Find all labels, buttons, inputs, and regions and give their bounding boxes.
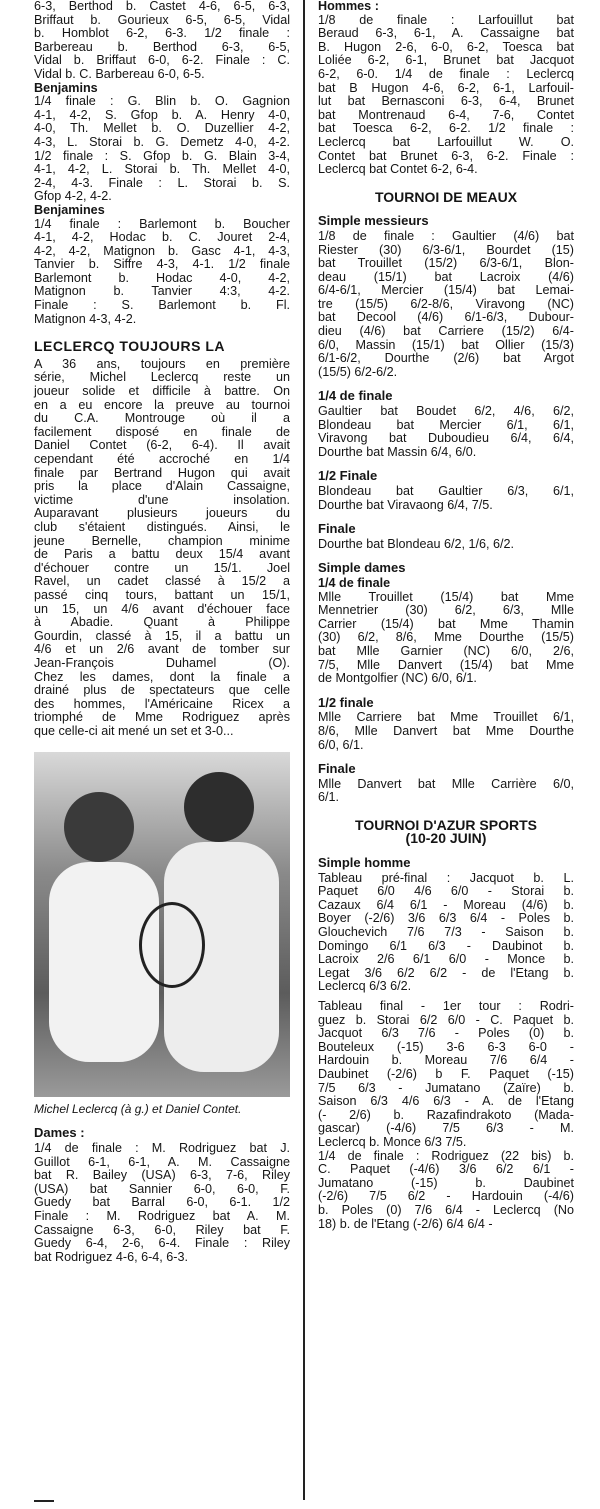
text-line: Saison 6/3 4/6 6/3 - A. de l'Etang	[318, 1094, 574, 1109]
text-line: 1/2 finale : S. Gfop b. G. Blain 3-4,	[34, 148, 290, 163]
text-line: de Montgolfier (NC) 6/0, 6/1.	[318, 671, 477, 686]
azur-dates: (10-20 JUIN)	[405, 830, 487, 847]
text-line: victime d'une insolation.	[34, 492, 290, 507]
meaux-dames-final-results	[318, 778, 574, 805]
text-line: 6-2, 6-0. 1/4 de finale : Leclercq	[318, 66, 574, 81]
text-line: (USA) bat Sannier 6-0, 6-0, F.	[34, 1181, 290, 1196]
text-line: Blondeau bat Mercier 6/1, 6/1,	[318, 417, 574, 432]
text-line: Vidal b. Briffaut 6-0, 6-2. Finale : C.	[34, 53, 290, 68]
text-line: Daniel Contet (6-2, 6-4). Il avait	[34, 438, 290, 453]
dames-results	[34, 1142, 290, 1264]
hommes-heading: Hommes :	[318, 0, 379, 13]
hommes-results	[318, 14, 574, 177]
text-line: 6/1.	[318, 790, 340, 805]
results-continued	[34, 0, 290, 82]
text-line: Paquet 6/0 4/6 6/0 - Storai b.	[318, 884, 574, 899]
photo-figure-head-left	[64, 792, 134, 862]
meaux-qf-results	[318, 405, 574, 459]
right-column	[318, 0, 574, 1231]
text-line: Bouteleux (-15) 3-6 6-3 6-0 -	[318, 1039, 574, 1054]
photo-caption: Michel Leclercq (à g.) et Daniel Contet.	[34, 1102, 242, 1117]
text-line: (-2/6) 7/5 6/2 - Hardouin (-4/6)	[318, 1189, 574, 1204]
text-line: Barlemont b. Hodac 4-0, 4-2,	[34, 270, 290, 285]
text-line: 4-2, 4-2, Matignon b. Gasc 4-1, 4-3,	[34, 243, 290, 258]
text-line: Guillot 6-1, 6-1, A. M. Cassaigne	[34, 1154, 290, 1169]
text-line: bat Trouillet (15/2) 6/3-6/1, Blon-	[318, 256, 574, 271]
text-line: Dourthe bat Viravaong 6/4, 7/5.	[318, 497, 493, 512]
text-line: cependant été accroché en 1/4	[34, 452, 290, 466]
text-line: facilement disposé en finale de	[34, 424, 290, 439]
text-line: Domingo 6/1 6/3 - Daubinot b.	[318, 938, 574, 953]
text-line: 4/6 et un 2/6 avant de tomber sur	[34, 642, 290, 657]
text-line: pris la place d'Alain Cassaigne,	[34, 479, 290, 494]
text-line: 7/5 6/3 - Jumatano (Zaïre) b.	[318, 1080, 574, 1095]
dames-heading: Dames :	[34, 1125, 85, 1141]
text-line: Viravong bat Duboudieu 6/4, 6/4,	[318, 431, 574, 446]
text-line: Riester (30) 6/3-6/1, Bourdet (15)	[318, 242, 574, 257]
text-line: Mennetrier (30) 6/2, 6/3, Mlle	[318, 603, 574, 618]
text-line: 1/4 finale : Barlemont b. Boucher	[34, 216, 290, 231]
text-line: 7/5, Mlle Danvert (15/4) bat Mme	[318, 657, 574, 672]
text-line: Leclercq b. Monce 6/3 7/5.	[318, 1134, 467, 1149]
azur-prefinal-results	[318, 872, 574, 994]
text-line: deau (15/1) bat Lacroix (4/6)	[318, 269, 574, 284]
meaux-messieurs-heading: Simple messieurs	[318, 213, 429, 229]
text-line: 4-0, Th. Mellet b. O. Duzellier 4-2,	[34, 121, 290, 136]
text-line: bat Montrenaud 6-4, 7-6, Contet	[318, 107, 574, 122]
text-line: C. Paquet (-4/6) 3/6 6/2 6/1 -	[318, 1162, 574, 1177]
text-line: dieu (4/6) bat Carriere (15/2) 6/4-	[318, 324, 574, 339]
text-line: à Abadie. Quant à Philippe	[34, 615, 290, 630]
photo-leclercq-contet	[34, 752, 290, 1097]
text-line: 6-3, Berthod b. Castet 4-6, 6-5, 6-3,	[34, 0, 290, 13]
text-line: 6/4-6/1, Mercier (15/4) bat Lemai-	[318, 283, 574, 298]
text-line: Tableau final - 1er tour : Rodri-	[318, 999, 574, 1013]
meaux-dames-qf-heading: 1/4 de finale	[318, 575, 391, 590]
text-line: Auparavant plusieurs joueurs du	[34, 506, 290, 521]
text-line: Mlle Carriere bat Mme Trouillet 6/1,	[318, 710, 574, 725]
text-line: Lacroix 2/6 6/1 6/0 - Monce b.	[318, 952, 574, 967]
text-line: 4-3, L. Storai b. G. Demetz 4-0, 4-2.	[34, 134, 290, 149]
text-line: 1/4 de finale : Rodriguez (22 bis) b.	[318, 1148, 574, 1163]
azur-title: TOURNOI D'AZUR SPORTS	[355, 816, 537, 833]
meaux-messieurs-results	[318, 230, 574, 380]
meaux-title: TOURNOI DE MEAUX	[374, 188, 518, 205]
text-line: bat B Hugon 4-6, 6-2, 6-1, Larfouil-	[318, 80, 574, 95]
meaux-dames-heading: Simple dames	[318, 560, 406, 576]
text-line: Chez les dames, dont la finale a	[34, 669, 290, 684]
text-line: 18) b. de l'Etang (-2/6) 6/4 6/4 -	[318, 1216, 493, 1231]
text-line: Jumatano (-15) b. Daubinet	[318, 1175, 574, 1190]
text-line: gascar) (-4/6) 7/5 6/3 - M.	[318, 1121, 574, 1136]
benjamins-heading: Benjamins	[34, 80, 98, 95]
benjamines-results	[34, 218, 290, 327]
benjamins-results	[34, 95, 290, 204]
text-line: série, Michel Leclercq reste un	[34, 370, 290, 385]
text-line: 6/1-6/2, Dourthe (2/6) bat Argot	[318, 351, 574, 366]
text-line: Leclercq bat Larfouillut W. O.	[318, 134, 574, 149]
text-line: 6/0, Massin (15/1) bat Ollier (15/3)	[318, 337, 574, 352]
text-line: de Paris a battu deux 15/4 avant	[34, 547, 290, 562]
text-line: Finale : S. Barlemont b. Fl.	[34, 298, 290, 313]
meaux-dames-final-heading: Finale	[318, 761, 356, 777]
text-line: bat R. Bailey (USA) 6-3, 7-6, Riley	[34, 1168, 290, 1183]
text-line: Leclercq 6/3 6/2.	[318, 979, 412, 994]
text-line: 4-1, 4-2, L. Storai b. Th. Mellet 4-0,	[34, 162, 290, 177]
text-line: bat Toesca 6-2, 6-2. 1/2 finale :	[318, 121, 574, 136]
azur-qf-results	[318, 1150, 574, 1232]
text-line: Gfop 4-2, 4-2.	[34, 189, 112, 204]
text-line: que celle-ci ait mené un set et 3-0...	[34, 723, 234, 738]
meaux-sf-heading: 1/2 Finale	[318, 468, 378, 484]
text-line: (- 2/6) b. Razafindrakoto (Mada-	[318, 1107, 574, 1122]
text-line: bat Decool (4/6) 6/1-6/3, Dubour-	[318, 310, 574, 325]
text-line: Guedy bat Barral 6-0, 6-1. 1/2	[34, 1195, 290, 1210]
azur-homme-heading: Simple homme	[318, 855, 411, 871]
text-line: Matignon 4-3, 4-2.	[34, 311, 137, 326]
text-line: Glouchevich 7/6 7/3 - Saison b.	[318, 925, 574, 940]
text-line: Cassaigne 6-3, 6-0, Riley bat F.	[34, 1222, 290, 1237]
text-line: 4-1, 4-2, Hodac b. C. Jouret 2-4,	[34, 230, 290, 245]
text-line: Cazaux 6/4 6/1 - Moreau (4/6) b.	[318, 897, 574, 912]
text-line: Jacquot 6/3 7/6 - Poles (0) b.	[318, 1026, 574, 1041]
racket-icon	[139, 902, 205, 988]
text-line: 1/4 de finale : M. Rodriguez bat J.	[34, 1141, 290, 1156]
text-line: 4-1, 4-2, S. Gfop b. A. Henry 4-0,	[34, 107, 290, 122]
text-line: du C.A. Montrouge où il a	[34, 411, 290, 426]
text-line: 8/6, Mlle Danvert bat Mme Dourthe	[318, 723, 574, 738]
text-line: 1/8 de finale : Gaultier (4/6) bat	[318, 228, 574, 243]
text-line: jeune Bernelle, champion minime	[34, 533, 290, 548]
text-line: Gaultier bat Boudet 6/2, 4/6, 6/2,	[318, 404, 574, 419]
text-line: Mlle Danvert bat Mlle Carrière 6/0,	[318, 776, 574, 791]
photo-figure-head-right	[184, 772, 254, 842]
text-line: A 36 ans, toujours en première	[34, 356, 290, 371]
text-line: Finale : M. Rodriguez bat A. M.	[34, 1209, 290, 1224]
text-line: des hommes, l'Américaine Ricex a	[34, 696, 290, 711]
meaux-dames-sf-heading: 1/2 finale	[318, 694, 374, 710]
text-line: finale par Bertrand Hugon qui avait	[34, 465, 290, 480]
text-line: Tableau pré-final : Jacquot b. L.	[318, 870, 574, 885]
text-line: Legat 3/6 6/2 6/2 - de l'Etang b.	[318, 965, 574, 980]
text-line: Hardouin b. Moreau 7/6 6/4 -	[318, 1053, 574, 1068]
text-line: lut bat Bernasconi 6-3, 6-4, Brunet	[318, 94, 574, 109]
text-line: Matignon b. Tanvier 4:3, 4-2.	[34, 284, 290, 299]
article-body	[34, 358, 290, 739]
meaux-dames-sf-results	[318, 711, 574, 752]
text-line: Vidal b. C. Barbereau 6-0, 6-5.	[34, 66, 205, 81]
text-line: B. Hugon 2-6, 6-0, 6-2, Toesca bat	[318, 39, 574, 54]
benjamines-heading: Benjamines	[34, 202, 105, 217]
text-line: Gourdin, classé à 15, il a battu un	[34, 628, 290, 643]
text-line: 1/4 finale : G. Blin b. O. Gagnion	[34, 94, 290, 109]
page-footer-mark	[34, 1500, 54, 1502]
text-line: bat Mlle Garnier (NC) 6/0, 2/6,	[318, 643, 574, 658]
text-line: b. Homblot 6-2, 6-3. 1/2 finale :	[34, 26, 290, 41]
text-line: club s'étaient distingués. Ainsi, le	[34, 519, 290, 534]
text-line: drainé plus de spectateurs que celle	[34, 683, 290, 698]
text-line: b. Poles (0) 7/6 6/4 - Leclercq (No	[318, 1202, 574, 1217]
text-line: (15/5) 6/2-6/2.	[318, 364, 398, 379]
text-line: d'échouer contre un 15/1. Joel	[34, 560, 290, 575]
text-line: joueur solide et difficile à battre. On	[34, 384, 290, 399]
text-line: 2-4, 4-3. Finale : L. Storai b. S.	[34, 175, 290, 190]
text-line: un 15, un 4/6 avant d'échouer face	[34, 601, 290, 616]
meaux-final-heading: Finale	[318, 521, 356, 537]
text-line: Dourthe bat Blondeau 6/2, 1/6, 6/2.	[318, 536, 515, 551]
meaux-sf-results	[318, 485, 574, 512]
meaux-qf-heading: 1/4 de finale	[318, 388, 393, 404]
text-line: Ravel, un cadet classé à 15/2 a	[34, 574, 290, 589]
text-line: Boyer (-2/6) 3/6 6/3 6/4 - Poles b.	[318, 911, 574, 926]
column-divider	[303, 0, 305, 1500]
azur-final-results	[318, 1000, 574, 1150]
meaux-dames-qf-results	[318, 591, 574, 686]
text-line: tre (15/5) 6/2-8/6, Viravong (NC)	[318, 296, 574, 311]
text-line: guez b. Storai 6/2 6/0 - C. Paquet b.	[318, 1012, 574, 1027]
text-line: 6/0, 6/1.	[318, 737, 364, 752]
text-line: (30) 6/2, 8/6, Mme Dourthe (15/5)	[318, 630, 574, 645]
text-line: Dourthe bat Massin 6/4, 6/0.	[318, 444, 477, 459]
text-line: Carrier (15/4) bat Mme Thamin	[318, 616, 574, 631]
text-line: Leclercq bat Contet 6-2, 6-4.	[318, 162, 478, 177]
left-column	[34, 0, 290, 1264]
text-line: Loliée 6-2, 6-1, Brunet bat Jacquot	[318, 53, 574, 68]
article-title: LECLERCQ TOUJOURS LA	[34, 338, 225, 355]
text-line: Briffaut b. Gourieux 6-5, 6-5, Vidal	[34, 12, 290, 27]
text-line: Blondeau bat Gaultier 6/3, 6/1,	[318, 484, 574, 498]
text-line: Contet bat Brunet 6-3, 6-2. Finale :	[318, 148, 574, 163]
text-line: Jean-François Duhamel (O).	[34, 655, 290, 670]
text-line: Daubinet (-2/6) b F. Paquet (-15)	[318, 1066, 574, 1081]
text-line: en a eu encore la preuve au tournoi	[34, 397, 290, 412]
text-line: Beraud 6-3, 6-1, A. Cassaigne bat	[318, 26, 574, 41]
text-line: Mlle Trouillet (15/4) bat Mme	[318, 589, 574, 604]
text-line: bat Rodriguez 4-6, 6-4, 6-3.	[34, 1249, 189, 1264]
text-line: 1/8 de finale : Larfouillut bat	[318, 12, 574, 27]
text-line: passé cinq tours, battant un 15/1,	[34, 587, 290, 602]
meaux-final-results	[318, 538, 574, 552]
text-line: triomphé de Mme Rodriguez après	[34, 710, 290, 725]
text-line: Guedy 6-4, 2-6, 6-4. Finale : Riley	[34, 1236, 290, 1251]
text-line: Tanvier b. Siffre 4-3, 4-1. 1/2 finale	[34, 257, 290, 272]
text-line: Barbereau b. Berthod 6-3, 6-5,	[34, 39, 290, 54]
